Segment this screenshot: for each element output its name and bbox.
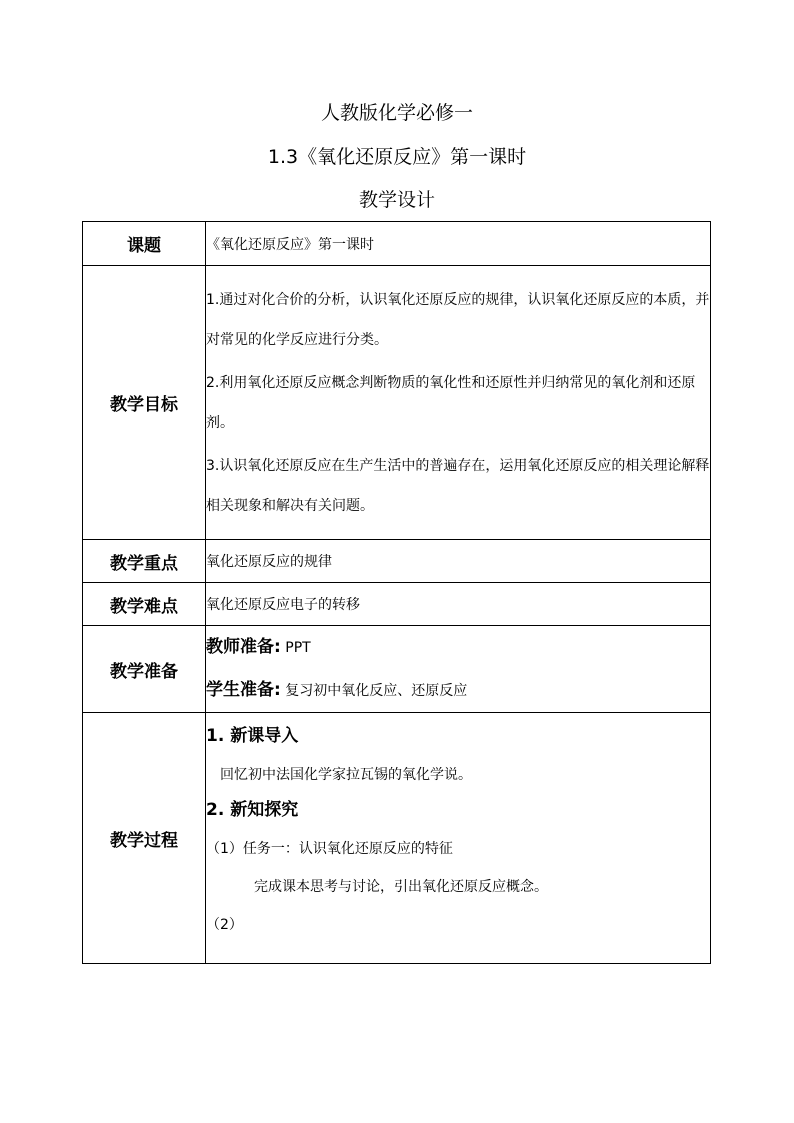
table-row-key-point [83,540,711,583]
document-type-title: 教学设计 [358,189,435,211]
table-row-process [83,713,711,964]
process-label: 教学过程 [83,713,206,964]
process-task-2: （2） [206,917,243,933]
process-section-intro-title: 1. 新课导入 [206,726,299,746]
process-task-1: （1）任务一：认识氧化还原反应的特征 [206,841,453,857]
table-row-goals [83,266,711,540]
process-task-1-text: 完成课本思考与讨论，引出氧化还原反应概念。 [254,879,548,895]
goals-label: 教学目标 [83,266,206,540]
difficulty-label: 教学难点 [83,583,206,626]
table-row-topic [83,222,711,266]
goal-item: 2.利用氧化还原反应概念判断物质的氧化性和还原性并归纳常见的氧化剂和还原剂。 [206,374,696,431]
preparation-label: 教学准备 [83,626,206,713]
document-lesson-title: 1.3《氧化还原反应》第一课时 [267,146,527,168]
student-preparation-label: 学生准备: [206,680,281,700]
key-point-value: 氧化还原反应的规律 [206,540,711,583]
process-section-intro-text: 回忆初中法国化学家拉瓦锡的氧化学说。 [220,767,472,783]
topic-label: 课题 [83,222,206,266]
document-series-title: 人教版化学必修一 [320,102,473,124]
goals-content [206,266,711,540]
preparation-content [206,626,711,713]
table-row-preparation [83,626,711,713]
teacher-preparation-value: PPT [285,640,311,656]
teacher-preparation-label: 教师准备: [206,637,281,657]
process-content [206,713,711,964]
process-section-explore-title: 2. 新知探究 [206,800,299,820]
student-preparation-value: 复习初中氧化反应、还原反应 [285,683,468,699]
topic-value: 《氧化还原反应》第一课时 [206,222,711,266]
key-point-label: 教学重点 [83,540,206,583]
difficulty-value: 氧化还原反应电子的转移 [206,583,711,626]
goal-item: 1.通过对化合价的分析，认识氧化还原反应的规律，认识氧化还原反应的本质，并对常见的化学反应进行分类。 [206,291,710,348]
student-preparation [206,669,710,712]
goal-item: 3.认识氧化还原反应在生产生活中的普遍存在，运用氧化还原反应的相关理论解释相关现象和解决有关问题。 [206,457,710,514]
table-row-difficulty [83,583,711,626]
teacher-preparation [206,626,710,669]
lesson-plan-table [82,221,711,964]
